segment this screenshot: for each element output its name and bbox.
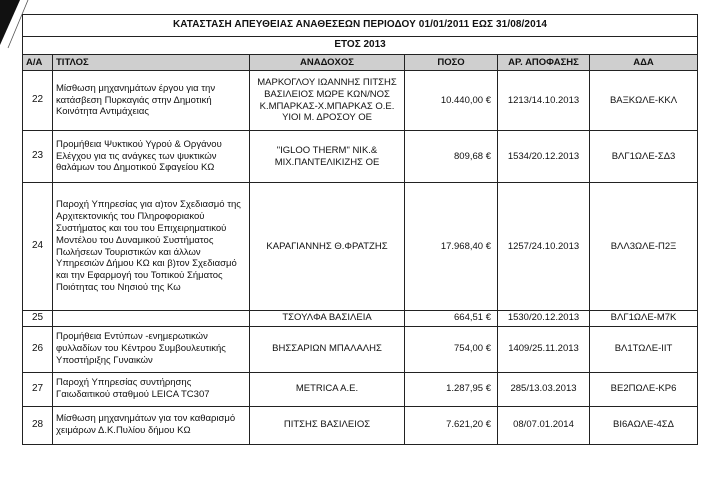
row-contractor-line: ΜΑΡΚΟΓΛΟΥ ΙΩΑΝΝΗΣ ΠΙΤΣΗΣ [257,76,397,88]
row-contractor-line: ΒΑΣΙΛΕΙΟΣ ΜΩΡΕ ΚΩΝ/ΝΟΣ [264,88,390,100]
row-contractor-line: Κ.ΜΠΑΡΚΑΣ-Χ.ΜΠΑΡΚΑΣ Ο.Ε. [259,100,395,112]
row-ada: ΒΛΛ3ΩΛΕ-Π2Ξ [590,183,698,311]
row-title-line: Προμήθεια Εντύπων -ενημερωτικών [56,331,208,343]
row-title-line: φυλλαδίων του Κέντρου Συμβουλευτικής [56,343,226,355]
header-decision: ΑΡ. ΑΠΟΦΑΣΗΣ [498,55,590,71]
row-title [53,326,250,372]
row-contractor-line: ΒΗΣΣΑΡΙΩΝ ΜΠΑΛΑΛΗΣ [272,343,382,355]
row-title-line: Πωλήσεων Τουριστικών και άλλων [56,246,201,258]
row-amount: 7.621,20 € [405,406,498,444]
row-contractor-line: ΚΑΡΑΓΙΑΝΝΗΣ Θ.ΦΡΑΤΖΗΣ [266,240,388,252]
row-ada: ΒΕ2ΠΩΛΕ-ΚΡ6 [590,372,698,406]
header-title: ΤΙΤΛΟΣ [53,55,250,71]
row-decision: 285/13.03.2013 [498,372,590,406]
row-decision: 08/07.01.2014 [498,406,590,444]
row-contractor-line: METRICA A.E. [295,383,359,395]
row-decision: 1534/20.12.2013 [498,131,590,183]
row-amount: 1.287,95 € [405,372,498,406]
row-title-line: Παροχή Υπηρεσίας συντήρησης [56,377,192,389]
table-row [23,183,698,311]
year-label: ΕΤΟΣ 2013 [23,37,698,55]
row-title [53,183,250,311]
row-title [53,131,250,183]
row-contractor-line: ΥΙΟΙ Μ. ΔΡΟΣΟΥ ΟΕ [282,112,372,124]
table-row [23,372,698,406]
row-amount: 809,68 € [405,131,498,183]
table-row [23,71,698,131]
header-aa: Α/Α [23,55,53,71]
row-amount: 17.968,40 € [405,183,498,311]
row-amount: 10.440,00 € [405,71,498,131]
header-row [23,55,698,71]
row-ada: ΒΑΞΚΩΛΕ-ΚΚΛ [590,71,698,131]
row-contractor-line: "IGLOO THERM" ΝΙΚ.& [276,144,378,156]
row-contractor-line: ΜΙΧ.ΠΑΝΤΕΛΙΚΙΖΗΣ ΟΕ [274,156,380,168]
row-amount: 754,00 € [405,326,498,372]
row-decision: 1213/14.10.2013 [498,71,590,131]
row-title-line: Μοντέλου του Δυναμικού Συστήματος [56,234,214,246]
row-number: 28 [23,406,53,444]
row-title-line: χειμάρων Δ.Κ.Πυλίου δήμου ΚΩ [56,425,191,436]
row-number: 26 [23,326,53,372]
row-title-line: Υποστήριξης Γυναικών [56,354,153,366]
row-title-line: Προμήθεια Ψυκτικού Υγρού & Οργάνου [56,138,222,150]
row-title-line: Γαιωδαιτικού σταθμού LEICA TC307 [56,389,210,400]
row-contractor-line: ΠΙΤΣΗΣ ΒΑΣΙΛΕΙΟΣ [283,419,371,431]
header-ada: ΑΔΑ [590,55,698,71]
row-contractor [250,131,405,183]
row-ada: ΒΛΓ1ΩΛΕ-Μ7Κ [590,311,698,327]
header-contractor: ΑΝΑΔΟΧΟΣ [250,55,405,71]
table-row [23,131,698,183]
row-title-line: Ελέγχου για τις ανάγκες των ψυκτικών [56,150,217,162]
row-title-line: Υπηρεσιών Δήμου ΚΩ και β)τον Σχεδιασμό [56,258,237,270]
row-contractor [250,406,405,444]
row-number: 22 [23,71,53,131]
header-amount: ΠΟΣΟ [405,55,498,71]
row-title [53,372,250,406]
row-title-line: Κοινότητα Αντιμάχειας [56,106,149,118]
table-row [23,406,698,444]
table-row [23,311,698,327]
row-title-line: και την Εφαρμογή του Τοπικού Σήματος [56,270,223,282]
row-title [53,71,250,131]
row-title-line: Ποιότητας του Νησιού της Κω [56,282,181,294]
row-ada: ΒΙ6ΑΩΛΕ-4ΣΔ [590,406,698,444]
row-contractor [250,183,405,311]
row-title-line: Μίσθωση μηχανημάτων έργου για την [56,82,216,94]
row-title-line: Μίσθωση μηχανημάτων για τον καθαρισμό [56,413,236,425]
row-title [53,406,250,444]
row-decision: 1530/20.12.2013 [498,311,590,327]
row-number: 27 [23,372,53,406]
document-title: ΚΑΤΑΣΤΑΣΗ ΑΠΕΥΘΕΙΑΣ ΑΝΑΘΕΣΕΩΝ ΠΕΡΙΟΔΟΥ 01/01/2011 ΕΩΣ 31/08/2014 [23,15,698,37]
row-title-line: Παροχή Υπηρεσίας για α)τον Σχεδιασμό της [56,199,241,210]
row-ada: ΒΛ1ΤΩΛΕ-ΙΙΤ [590,326,698,372]
row-contractor-line: ΤΣΟΥΛΦΑ ΒΑΣΙΛΕΙΑ [282,312,372,324]
row-title [53,311,250,327]
row-amount: 664,51 € [405,311,498,327]
row-contractor [250,326,405,372]
row-number: 24 [23,183,53,311]
row-contractor [250,372,405,406]
row-title-line: Συστήματος και του του Επιχειρηματικού [56,222,227,234]
direct-assignments-table [22,14,698,445]
row-title-line: θαλάμων του Δημοτικού Σφαγείου ΚΩ [56,162,215,174]
row-title-line: κατάσβεση Πυρκαγιάς στην Δημοτική [56,94,212,106]
row-ada: ΒΛΓ1ΩΛΕ-ΣΔ3 [590,131,698,183]
row-title-line: Αρχιτεκτονικής του Πληροφοριακού [56,210,205,222]
row-number: 23 [23,131,53,183]
row-contractor [250,311,405,327]
row-decision: 1409/25.11.2013 [498,326,590,372]
row-decision: 1257/24.10.2013 [498,183,590,311]
table-row [23,326,698,372]
row-contractor [250,71,405,131]
row-number: 25 [23,311,53,327]
